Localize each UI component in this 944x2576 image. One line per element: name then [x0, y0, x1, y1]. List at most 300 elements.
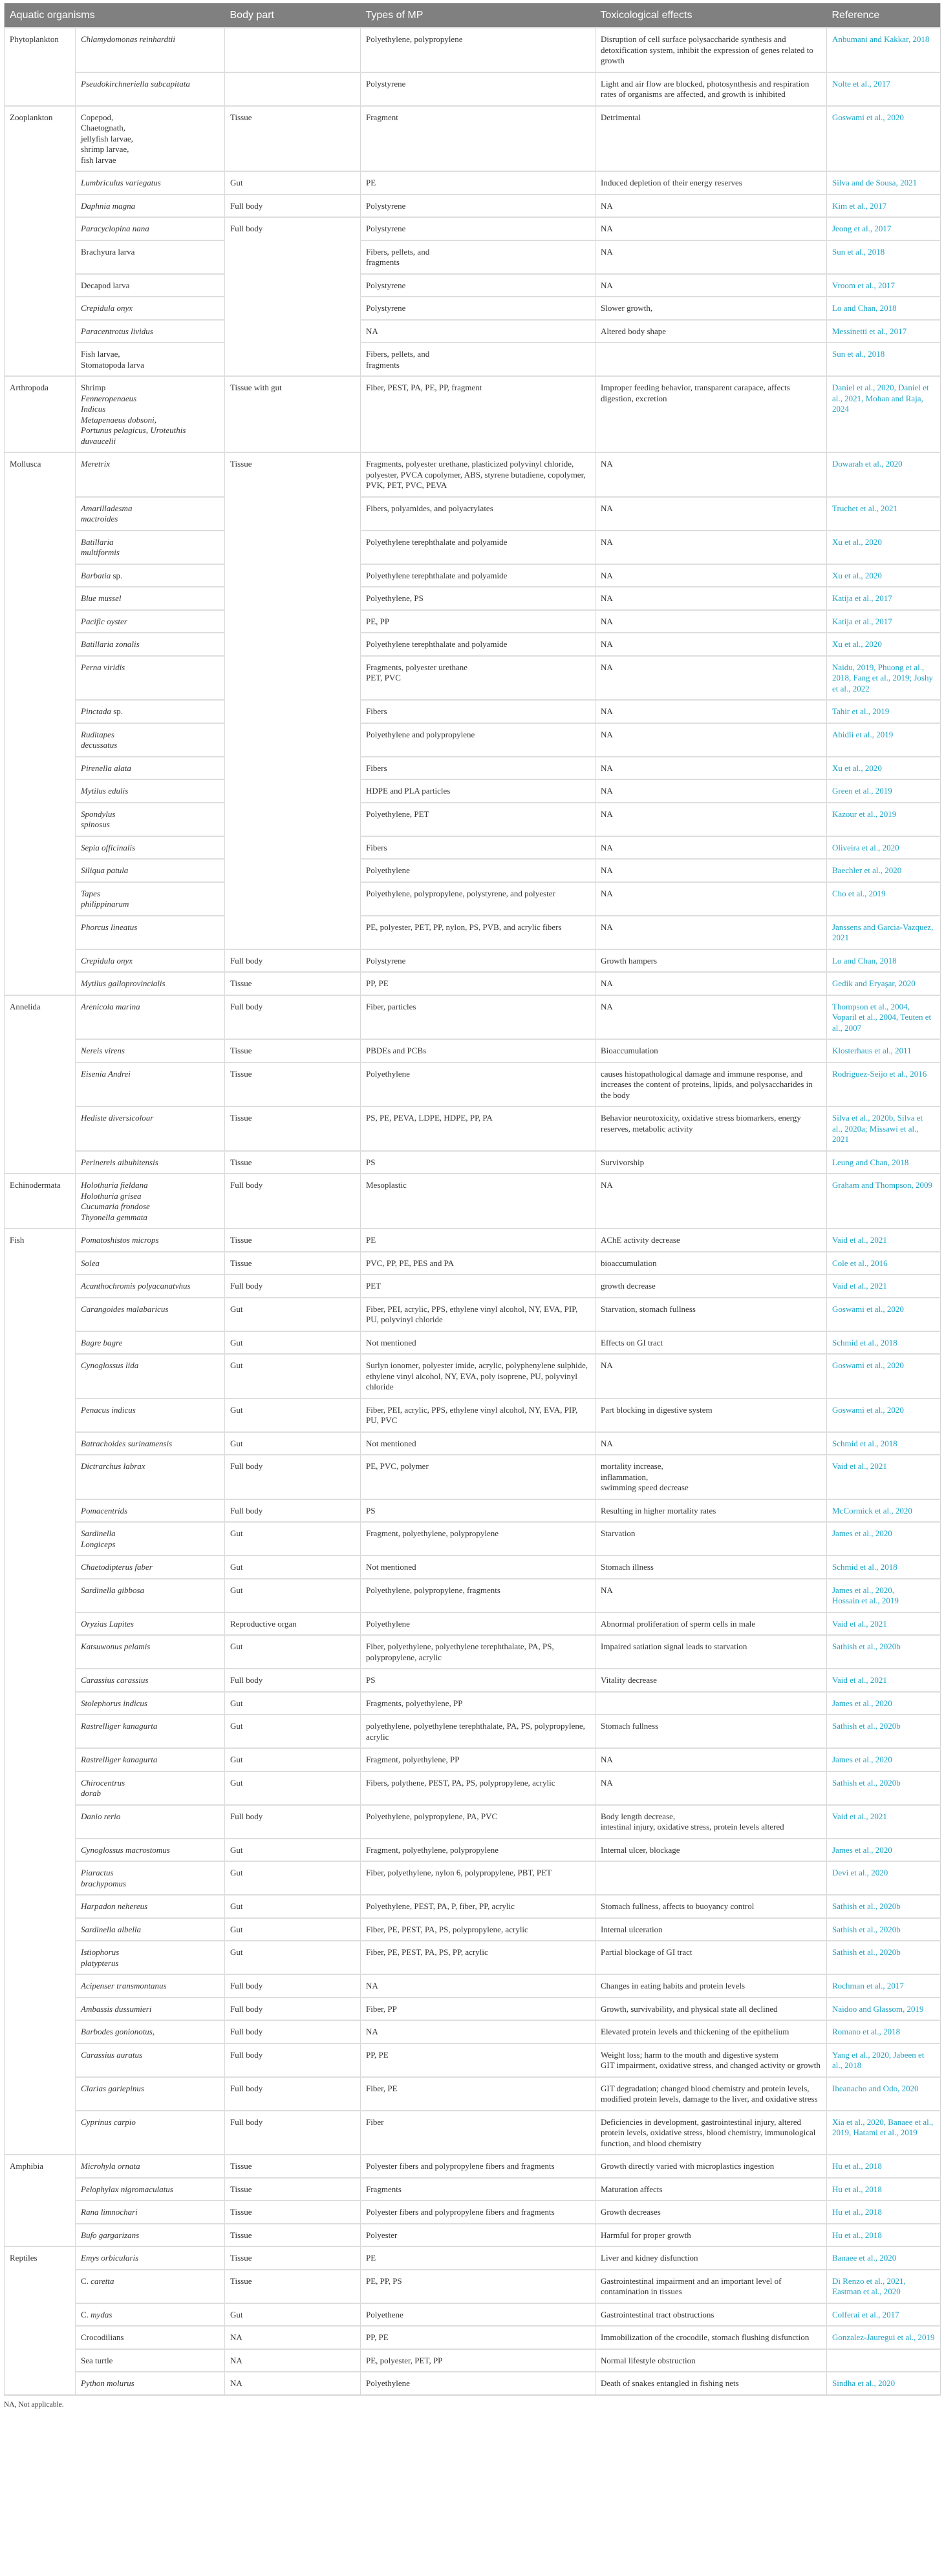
toxicological-effects [595, 1861, 827, 1895]
organism-group: Mollusca [5, 452, 76, 995]
body-part: Gut [225, 1941, 361, 1974]
mp-types: Polyester fibers and polypropylene fibers and fragments [361, 2155, 595, 2178]
organism-name-part: Holothuria fieldana Holothuria grisea Cucumaria frondose Thyonella gemmata [81, 1180, 150, 1222]
reference-link[interactable]: Sathish et al., 2020b [827, 1941, 941, 1974]
mp-types: Fiber, PE [361, 2077, 595, 2111]
organism-name [76, 1579, 225, 1612]
body-part: Gut [225, 1432, 361, 1455]
toxicological-effects: Stomach illness [595, 1556, 827, 1579]
organism-name [76, 1106, 225, 1151]
organism-name-part: Amarilladesma mactroides [81, 503, 133, 523]
toxicological-effects: NA [595, 882, 827, 916]
organism-group: Reptiles [5, 2246, 76, 2395]
organism-name [76, 452, 225, 497]
reference-link[interactable]: Sathish et al., 2020b [827, 1771, 941, 1805]
table-row [5, 1062, 941, 1107]
reference-link[interactable]: Daniel et al., 2020, Daniel et al., 2021, Mohan and Raja, 2024 [827, 376, 941, 452]
reference-link[interactable]: Yang et al., 2020, Jabeen et al., 2018 [827, 2043, 941, 2077]
reference-link[interactable]: Truchet et al., 2021 [827, 497, 941, 531]
reference-link[interactable]: Lo and Chan, 2018 [827, 297, 941, 320]
toxicological-effects: Starvation [595, 1522, 827, 1556]
organism-name [76, 995, 225, 1040]
header-types-of-mp: Types of MP [361, 3, 595, 28]
body-part: Full body [225, 1174, 361, 1229]
table-row [5, 1715, 941, 1748]
reference-link[interactable]: Vaid et al., 2021 [827, 1274, 941, 1298]
organism-name [76, 1274, 225, 1298]
body-part: Gut [225, 1771, 361, 1805]
body-part: Full body [225, 2043, 361, 2077]
mp-types: PE, PP [361, 610, 595, 633]
reference-link[interactable]: Sathish et al., 2020b [827, 1895, 941, 1918]
mp-types: Polyethene [361, 2303, 595, 2327]
table-row [5, 1918, 941, 1941]
toxicological-effects: Improper feeding behavior, transparent carapace, affects digestion, excretion [595, 376, 827, 452]
reference-link[interactable]: Gedik and Eryaşar, 2020 [827, 972, 941, 995]
organism-name [76, 2270, 225, 2303]
organism-name-part: Acipenser transmontanus [81, 1981, 167, 1990]
organism-name-part: Mytilus edulis [81, 786, 129, 796]
reference-link[interactable]: Xu et al., 2020 [827, 531, 941, 564]
organism-name [76, 1669, 225, 1692]
organism-name-part: Nereis virens [81, 1046, 125, 1055]
toxicological-effects: mortality increase, inflammation, swimming speed decrease [595, 1455, 827, 1499]
body-part: Gut [225, 1399, 361, 1432]
organism-name-part: Chlamydomonas reinhardtii [81, 34, 176, 44]
organism-name [76, 376, 225, 452]
organism-name-part: Brachyura larva [81, 246, 135, 257]
reference-link[interactable]: Goswami et al., 2020 [827, 106, 941, 172]
reference-link[interactable]: James et al., 2020, Hossain et al., 2019 [827, 1579, 941, 1612]
reference-link[interactable]: Xu et al., 2020 [827, 757, 941, 780]
organism-name-part: Stolephorus indicus [81, 1698, 147, 1708]
reference-link[interactable]: Sun et al., 2018 [827, 343, 941, 376]
toxicological-effects: Gastrointestinal impairment and an important level of contamination in tissues [595, 2270, 827, 2303]
mp-types: PE [361, 2246, 595, 2270]
table-row [5, 376, 941, 452]
header-reference: Reference [827, 3, 941, 28]
mp-types: Fragment, polyethylene, PP [361, 1748, 595, 1771]
mp-types: Polyethylene [361, 1062, 595, 1107]
organism-name-part: Paracentrotus lividus [81, 326, 153, 336]
table-row [5, 1229, 941, 1252]
table-row [5, 2178, 941, 2201]
table-row [5, 2326, 941, 2349]
reference-link[interactable]: Sathish et al., 2020b [827, 1918, 941, 1941]
organism-name [76, 2246, 225, 2270]
body-part: Full body [225, 995, 361, 1040]
mp-types: Polystyrene [361, 195, 595, 218]
table-row [5, 1635, 941, 1669]
organism-name [76, 531, 225, 564]
toxicological-effects: Deficiencies in development, gastrointestinal injury, altered protein levels, oxidative stress, blood chemistry, immunological function, and blood chemistry [595, 2111, 827, 2155]
organism-name-part: Batrachoides surinamensis [81, 1438, 173, 1448]
organism-name [76, 1039, 225, 1062]
organism-group: Phytoplankton [5, 28, 76, 106]
body-part: Full body [225, 1998, 361, 2021]
organism-name [76, 972, 225, 995]
reference-link[interactable]: Xu et al., 2020 [827, 564, 941, 587]
reference-link[interactable]: Xu et al., 2020 [827, 633, 941, 656]
body-part: Full body [225, 1669, 361, 1692]
organism-name-part: Lumbriculus variegatus [81, 178, 161, 187]
mp-types: Polystyrene [361, 949, 595, 973]
reference-link[interactable]: Iheanacho and Odo, 2020 [827, 2077, 941, 2111]
organism-name [76, 1229, 225, 1252]
reference-link[interactable]: Vaid et al., 2021 [827, 1805, 941, 1839]
organism-name-part: Eisenia Andrei [81, 1068, 131, 1079]
organism-name [76, 1252, 225, 1275]
organism-name [76, 217, 225, 240]
organism-name-part: Harpadon nehereus [81, 1901, 148, 1911]
mp-types: HDPE and PLA particles [361, 779, 595, 803]
organism-name-part: Bagre bagre [81, 1337, 123, 1347]
organism-name-part: Fish larvae, Stomatopoda larva [81, 349, 144, 370]
toxicological-effects: bioaccumulation [595, 1252, 827, 1275]
reference-link[interactable]: Graham and Thompson, 2009 [827, 1174, 941, 1229]
body-part: Tissue with gut [225, 376, 361, 452]
toxicological-effects: Body length decrease, intestinal injury, oxidative stress, protein levels altered [595, 1805, 827, 1839]
organism-name [76, 2178, 225, 2201]
toxicological-effects: Survivorship [595, 1151, 827, 1174]
table-row [5, 1174, 941, 1229]
mp-types: PP, PE [361, 2043, 595, 2077]
organism-name-part: Batillaria multiformis [81, 536, 120, 557]
table-row [5, 700, 941, 723]
organism-name-part: Python molurus [81, 2378, 134, 2388]
body-part: Gut [225, 1298, 361, 1331]
reference-link[interactable]: Colferai et al., 2017 [827, 2303, 941, 2327]
toxicological-effects: Disruption of cell surface polysaccharide synthesis and detoxification system, inhibit the expression of genes related to growth [595, 28, 827, 72]
reference-link[interactable]: Vaid et al., 2021 [827, 1669, 941, 1692]
reference-link[interactable]: Kim et al., 2017 [827, 195, 941, 218]
body-part: Tissue [225, 1039, 361, 1062]
reference-link[interactable]: Silva et al., 2020b, Silva et al., 2020a; Missawi et al., 2021 [827, 1106, 941, 1151]
organism-name [76, 1612, 225, 1636]
reference-link[interactable]: Anbumani and Kakkar, 2018 [827, 28, 941, 72]
table-row [5, 1151, 941, 1174]
reference-link[interactable]: Vaid et al., 2021 [827, 1229, 941, 1252]
mp-types: Polyethylene terephthalate and polyamide [361, 531, 595, 564]
reference-link[interactable]: Katija et al., 2017 [827, 610, 941, 633]
mp-types: Not mentioned [361, 1331, 595, 1355]
reference-link[interactable]: Banaee et al., 2020 [827, 2246, 941, 2270]
reference-link[interactable]: Kazour et al., 2019 [827, 803, 941, 836]
toxicological-effects: Growth, survivability, and physical state all declined [595, 1998, 827, 2021]
mp-types: Fiber, particles [361, 995, 595, 1040]
organism-name-part: Katsuwonus pelamis [81, 1642, 151, 1651]
table-row [5, 2224, 941, 2247]
organism-name [76, 1432, 225, 1455]
mp-types: Polyethylene, polypropylene [361, 28, 595, 72]
table-row [5, 803, 941, 836]
organism-name-part: C. [81, 2309, 91, 2319]
body-part: Gut [225, 1839, 361, 1862]
reference-link[interactable]: Nolte et al., 2017 [827, 72, 941, 106]
table-row [5, 882, 941, 916]
reference-link[interactable]: Sathish et al., 2020b [827, 1715, 941, 1748]
table-row [5, 2303, 941, 2327]
mp-types: PBDEs and PCBs [361, 1039, 595, 1062]
toxicological-effects: NA [595, 564, 827, 587]
mp-types: Polyethylene terephthalate and polyamide [361, 633, 595, 656]
organism-name [76, 1556, 225, 1579]
reference-link[interactable]: Abidli et al., 2019 [827, 723, 941, 757]
reference-link[interactable]: Schmid et al., 2018 [827, 1556, 941, 1579]
mp-types: Polystyrene [361, 217, 595, 240]
mp-types: PS [361, 1151, 595, 1174]
body-part: Gut [225, 1331, 361, 1355]
organism-name [76, 1805, 225, 1839]
mp-types: Fiber, PEST, PA, PE, PP, fragment [361, 376, 595, 452]
mp-types: Polyethylene terephthalate and polyamide [361, 564, 595, 587]
reference-link[interactable]: Devi et al., 2020 [827, 1861, 941, 1895]
reference-link[interactable]: Sathish et al., 2020b [827, 1635, 941, 1669]
body-part: Gut [225, 1635, 361, 1669]
reference-link[interactable]: Naidoo and Glassom, 2019 [827, 1998, 941, 2021]
mp-types: Not mentioned [361, 1432, 595, 1455]
table-row [5, 564, 941, 587]
toxicological-effects: Partial blockage of GI tract [595, 1941, 827, 1974]
toxicological-effects: Normal lifestyle obstruction [595, 2349, 827, 2372]
organism-name-part: Pelophylax nigromaculatus [81, 2184, 173, 2194]
reference-link[interactable]: Oliveira et al., 2020 [827, 836, 941, 860]
organism-name-part: Carassius carassius [81, 1675, 149, 1685]
reference-link[interactable]: James et al., 2020 [827, 1748, 941, 1771]
reference-link[interactable]: Messinetti et al., 2017 [827, 320, 941, 343]
reference-link[interactable]: Goswami et al., 2020 [827, 1298, 941, 1331]
toxicological-effects: GIT degradation; changed blood chemistry and protein levels, modified protein levels, damage to the liver, and oxidative stress [595, 2077, 827, 2111]
body-part: Tissue [225, 2201, 361, 2224]
table-row [5, 2246, 941, 2270]
organism-name [76, 320, 225, 343]
organism-name [76, 1974, 225, 1998]
organism-name-part: Acanthochromis polyacanatvhus [81, 1281, 191, 1291]
organism-name-part: Sea turtle [81, 2355, 113, 2365]
table-row [5, 452, 941, 497]
reference-link[interactable]: Di Renzo et al., 2021, Eastman et al., 2020 [827, 2270, 941, 2303]
body-part: Gut [225, 2303, 361, 2327]
table-row [5, 1556, 941, 1579]
body-part: Full body [225, 1974, 361, 1998]
table-row [5, 297, 941, 320]
toxicological-effects: Vitality decrease [595, 1669, 827, 1692]
table-row [5, 859, 941, 882]
reference-link[interactable]: Naidu, 2019, Phuong et al., 2018, Fang et al., 2019; Joshy et al., 2022 [827, 656, 941, 701]
organism-name [76, 1998, 225, 2021]
organism-name-part: Phorcus lineatus [81, 922, 138, 932]
organism-name [76, 587, 225, 610]
mp-types: Polyethylene and polypropylene [361, 723, 595, 757]
reference-link[interactable]: Thompson et al., 2004, Voparil et al., 2004, Teuten et al., 2007 [827, 995, 941, 1040]
reference-link[interactable]: Vaid et al., 2021 [827, 1455, 941, 1499]
toxicological-effects [595, 1692, 827, 1715]
mp-types: PVC, PP, PE, PES and PA [361, 1252, 595, 1275]
table-row [5, 916, 941, 949]
toxicological-effects: Impaired satiation signal leads to starvation [595, 1635, 827, 1669]
table-row [5, 1941, 941, 1974]
toxicological-effects: Immobilization of the crocodile, stomach flushing disfunction [595, 2326, 827, 2349]
mp-types: PP, PE [361, 2326, 595, 2349]
reference-link[interactable]: Schmid et al., 2018 [827, 1432, 941, 1455]
reference-link[interactable]: Schmid et al., 2018 [827, 1331, 941, 1355]
reference-link[interactable]: Hu et al., 2018 [827, 2155, 941, 2178]
body-part: Tissue [225, 2224, 361, 2247]
reference-link[interactable]: Leung and Chan, 2018 [827, 1151, 941, 1174]
organism-name-part: Pirenella alata [81, 763, 131, 773]
reference-link[interactable]: Hu et al., 2018 [827, 2201, 941, 2224]
toxicological-effects: Death of snakes entangled in fishing nets [595, 2372, 827, 2395]
table-row [5, 1455, 941, 1499]
organism-name-part: Sepia officinalis [81, 842, 136, 852]
reference-link[interactable]: Tahir et al., 2019 [827, 700, 941, 723]
reference-link[interactable]: Sindha et al., 2020 [827, 2372, 941, 2395]
reference-link[interactable]: Klosterhaus et al., 2011 [827, 1039, 941, 1062]
organism-name [76, 949, 225, 973]
reference-link[interactable]: Cho et al., 2019 [827, 882, 941, 916]
table-row [5, 240, 941, 274]
reference-link[interactable]: Goswami et al., 2020 [827, 1399, 941, 1432]
table-row [5, 723, 941, 757]
organism-name [76, 2372, 225, 2395]
reference-link[interactable]: Green et al., 2019 [827, 779, 941, 803]
mp-types: Fragment [361, 106, 595, 172]
body-part: Tissue [225, 1229, 361, 1252]
organism-name-part: Siliqua patula [81, 865, 129, 875]
mp-types: Fragments, polyester urethane, plasticized polyvinyl chloride, polyester, PVCA copolymer, ABS, styrene butadiene, copolymer, PVK, PET, PVC, PEVA [361, 452, 595, 497]
table-row [5, 2201, 941, 2224]
table-row [5, 1895, 941, 1918]
body-part: Tissue [225, 2178, 361, 2201]
toxicological-effects: NA [595, 1748, 827, 1771]
organism-name-part: Ambassis dussumieri [81, 2003, 152, 2014]
organism-name-part: Carassius auratus [81, 2049, 142, 2060]
mp-types: Surlyn ionomer, polyester imide, acrylic, polyphenylene sulphide, ethylene vinyl alcohol, NY, EVA, poly isoprene, PU, polyvinyl chloride [361, 1354, 595, 1399]
reference-link[interactable]: Janssens and Garcia-Vazquez, 2021 [827, 916, 941, 949]
organism-name [76, 836, 225, 860]
organism-name [76, 1354, 225, 1399]
organism-name-part: sp. [111, 570, 123, 580]
mp-types: Fiber, PE, PEST, PA, PS, polypropylene, acrylic [361, 1918, 595, 1941]
reference-link[interactable]: Cole et al., 2016 [827, 1252, 941, 1275]
toxicological-effects: NA [595, 803, 827, 836]
toxicological-effects: Changes in eating habits and protein levels [595, 1974, 827, 1998]
table-row [5, 757, 941, 780]
toxicological-effects: NA [595, 610, 827, 633]
table-row [5, 217, 941, 240]
reference-link[interactable]: James et al., 2020 [827, 1522, 941, 1556]
organism-name [76, 1941, 225, 1974]
organism-name [76, 2077, 225, 2111]
reference-link[interactable]: James et al., 2020 [827, 1839, 941, 1862]
toxicological-effects: NA [595, 757, 827, 780]
mp-types: Fiber, polyethylene, polyethylene terephthalate, PA, PS, polypropylene, acrylic [361, 1635, 595, 1669]
mp-types: Not mentioned [361, 1556, 595, 1579]
reference-link[interactable]: Baechler et al., 2020 [827, 859, 941, 882]
reference-link[interactable]: Dowarah et al., 2020 [827, 452, 941, 497]
reference-link[interactable]: Rodriguez-Seijo et al., 2016 [827, 1062, 941, 1107]
reference-link[interactable]: Sun et al., 2018 [827, 240, 941, 274]
body-part: Full body [225, 1805, 361, 1839]
toxicological-effects: Light and air flow are blocked, photosynthesis and respiration rates of organisms are affected, and growth is inhibited [595, 72, 827, 106]
organism-name-part: Ruditapes decussatus [81, 729, 118, 750]
toxicological-effects: Growth hampers [595, 949, 827, 973]
reference-link[interactable]: Vaid et al., 2021 [827, 1612, 941, 1636]
table-row [5, 2155, 941, 2178]
organism-name-part: caretta [91, 2275, 114, 2286]
toxicological-effects: Behavior neurotoxicity, oxidative stress biomarkers, energy reserves, metabolic activity [595, 1106, 827, 1151]
reference-link[interactable]: Katija et al., 2017 [827, 587, 941, 610]
organism-name [76, 803, 225, 836]
organism-name-part: Oryzias Lapites [81, 1618, 134, 1629]
table-row [5, 1579, 941, 1612]
reference-link[interactable]: Hu et al., 2018 [827, 2224, 941, 2247]
reference-link[interactable]: Lo and Chan, 2018 [827, 949, 941, 973]
reference-link[interactable]: Romano et al., 2018 [827, 2020, 941, 2043]
reference-link[interactable]: Hu et al., 2018 [827, 2178, 941, 2201]
table-row [5, 343, 941, 376]
toxicological-effects: Internal ulcer, blockage [595, 1839, 827, 1862]
body-part: Tissue [225, 1151, 361, 1174]
table-row [5, 274, 941, 297]
organism-name-part: Danio rerio [81, 1811, 121, 1821]
toxicological-effects: NA [595, 195, 827, 218]
mp-types: NA [361, 320, 595, 343]
reference-link[interactable]: Rochman et al., 2017 [827, 1974, 941, 1998]
organism-name-part: Sardinella Longiceps [81, 1528, 116, 1549]
organism-name [76, 343, 225, 376]
organism-name [76, 1839, 225, 1862]
reference-link[interactable]: Silva and de Sousa, 2021 [827, 171, 941, 195]
organism-name [76, 28, 225, 72]
table-row [5, 1432, 941, 1455]
table-row [5, 2043, 941, 2077]
mp-types: PE [361, 171, 595, 195]
mp-types: PE, polyester, PET, PP, nylon, PS, PVB, and acrylic fibers [361, 916, 595, 949]
table-row [5, 1274, 941, 1298]
reference-link[interactable]: Jeong et al., 2017 [827, 217, 941, 240]
reference-link[interactable]: Gonzalez-Jauregui et al., 2019 [827, 2326, 941, 2349]
reference-link[interactable]: James et al., 2020 [827, 1692, 941, 1715]
organism-name [76, 2224, 225, 2247]
mp-types: Polyethylene, PET [361, 803, 595, 836]
organism-name [76, 1895, 225, 1918]
body-part: Gut [225, 171, 361, 195]
toxicological-effects: NA [595, 1432, 827, 1455]
mp-types: Polyethylene, PEST, PA, P, fiber, PP, acrylic [361, 1895, 595, 1918]
toxicological-effects: NA [595, 1579, 827, 1612]
reference-link[interactable]: Vroom et al., 2017 [827, 274, 941, 297]
organism-name [76, 195, 225, 218]
reference-link[interactable]: Xia et al., 2020, Banaee et al., 2019, Hatami et al., 2019 [827, 2111, 941, 2155]
toxicological-effects: NA [595, 497, 827, 531]
body-part: Full body [225, 2111, 361, 2155]
body-part: NA [225, 2372, 361, 2395]
table-row [5, 1106, 941, 1151]
organism-name [76, 1062, 225, 1107]
reference-link[interactable]: Goswami et al., 2020 [827, 1354, 941, 1399]
toxicological-effects: NA [595, 452, 827, 497]
mp-types: Polyethylene, polypropylene, fragments [361, 1579, 595, 1612]
header-toxicological-effects: Toxicological effects [595, 3, 827, 28]
organism-name-part: Spondylus spinosus [81, 808, 116, 829]
organism-name [76, 779, 225, 803]
organism-name-part: Piaractus brachypomus [81, 1868, 127, 1888]
toxicological-effects: NA [595, 1771, 827, 1805]
organism-name [76, 2303, 225, 2327]
reference-link[interactable]: McCormick et al., 2020 [827, 1499, 941, 1523]
toxicological-effects: growth decrease [595, 1274, 827, 1298]
